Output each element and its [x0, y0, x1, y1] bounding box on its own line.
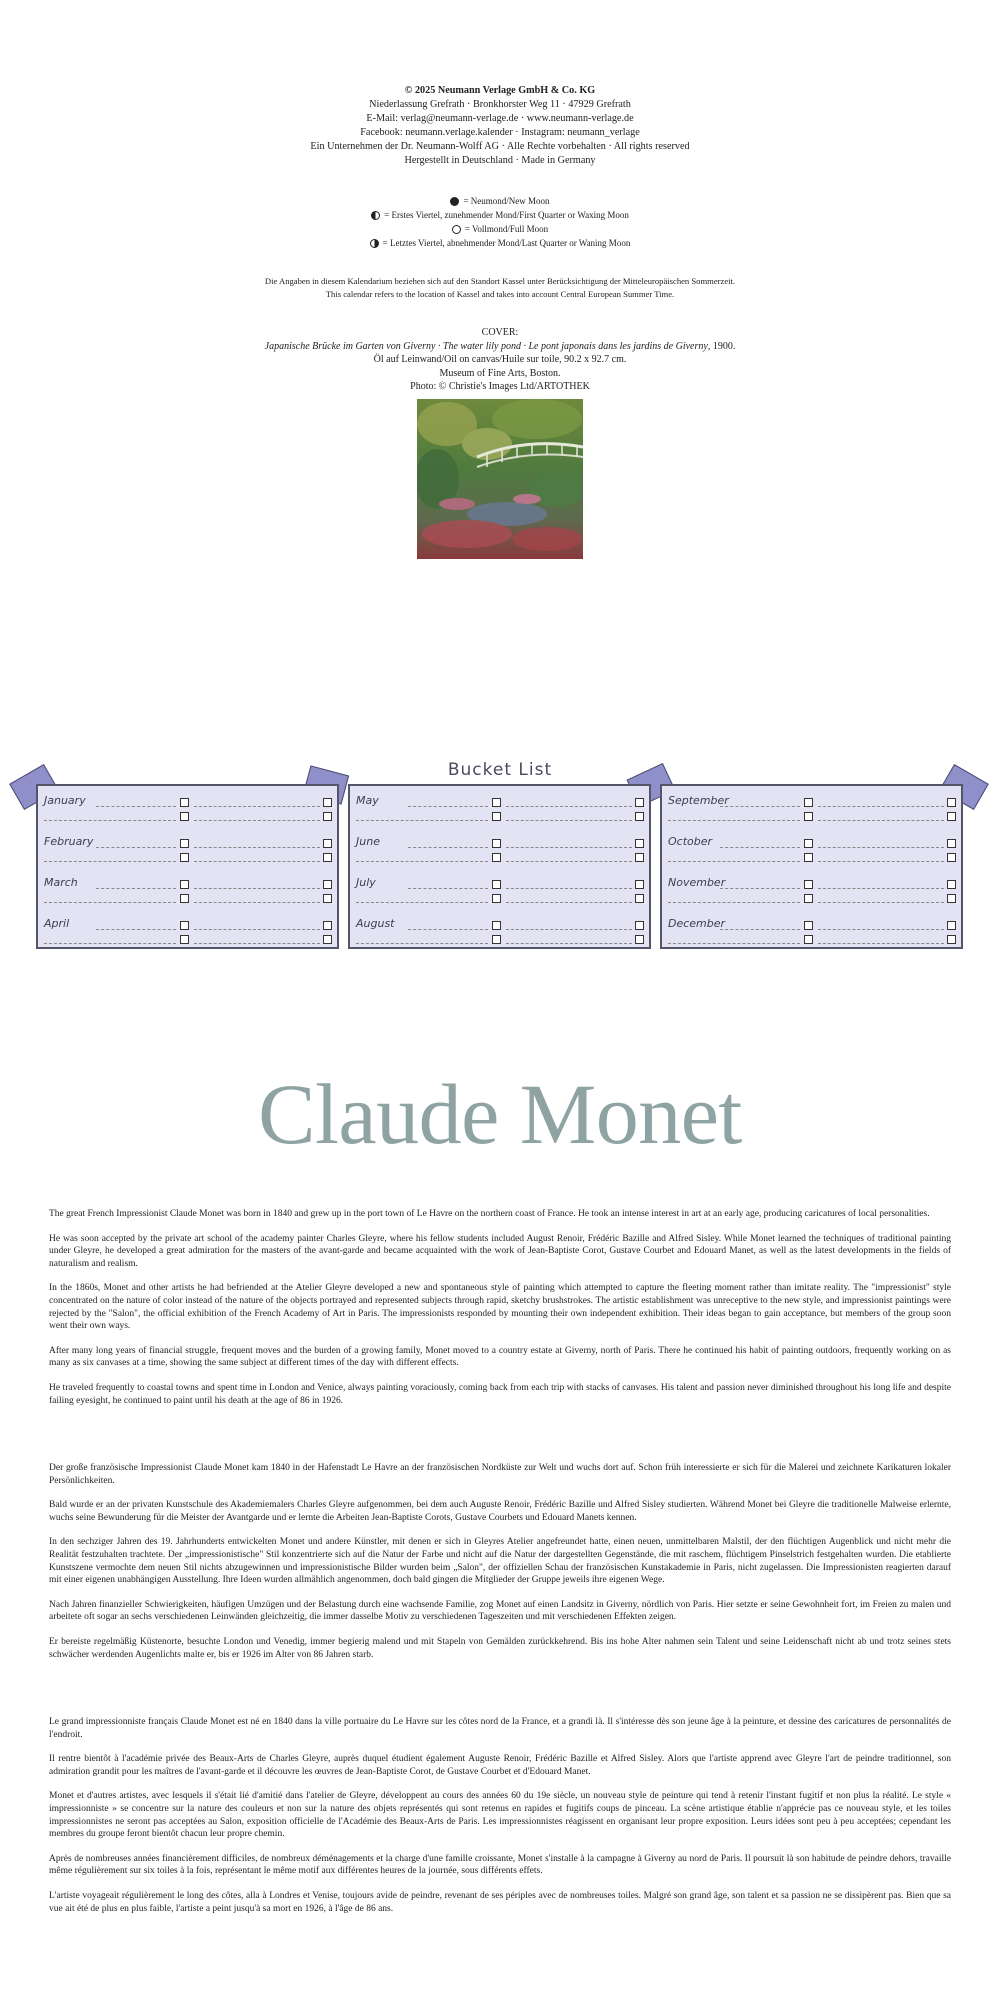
write-line [506, 806, 632, 807]
biography-paragraph: Le grand impressionniste français Claude Monet est né en 1840 dans la ville portuaire du Le Havre sur les côtes nord de la France, et a grandi là. Il s'intéresse dès son jeune âge à la peinture, et dessine des caricatures de personnalités de l'endroit. [49, 1717, 951, 1740]
write-line [720, 847, 800, 848]
month-label: May [356, 794, 379, 807]
checkbox[interactable] [323, 853, 332, 862]
write-line [668, 902, 800, 903]
checkbox[interactable] [947, 880, 956, 889]
cover-medium: Öl auf Leinwand/Oil on canvas/Huile sur toile, 90.2 x 92.7 cm. [373, 354, 627, 365]
write-line [96, 929, 176, 930]
moon-legend-text: = Neumond/New Moon [463, 196, 550, 206]
month-label: April [44, 917, 70, 930]
checkbox[interactable] [492, 853, 501, 862]
write-line [356, 820, 488, 821]
write-line [506, 902, 632, 903]
write-line [194, 861, 320, 862]
biography-paragraph: The great French Impressionist Claude Monet was born in 1840 and grew up in the port town of Le Havre on the northern coast of France. He took an intense interest in art at an early age, producing caricatures of local personalities. [49, 1209, 930, 1219]
month-label: March [44, 876, 78, 889]
bucket-list-title: Bucket List [447, 760, 553, 780]
checkbox[interactable] [180, 880, 189, 889]
moon-legend-row [0, 222, 1000, 236]
write-line [194, 929, 320, 930]
write-line [818, 847, 944, 848]
artist-title: Claude Monet [258, 1066, 742, 1162]
checkbox[interactable] [492, 798, 501, 807]
checkbox[interactable] [635, 921, 644, 930]
cover-heading: COVER: [481, 327, 519, 338]
checkbox[interactable] [180, 839, 189, 848]
first-quarter-icon [371, 211, 380, 220]
checkbox[interactable] [323, 812, 332, 821]
write-line [408, 888, 488, 889]
write-line [506, 861, 632, 862]
write-line [194, 888, 320, 889]
biography-paragraph: He traveled frequently to coastal towns and spent time in London and Venice, always painting voraciously, coming back from each trip with stacks of canvases. His talent and passion never diminished throughout his long life and despite failing eyesight, he continued to paint until his death at the age of 86 in 1926. [49, 1382, 951, 1406]
month-label: June [356, 835, 380, 848]
write-line [194, 902, 320, 903]
month-label: August [356, 917, 395, 930]
write-line [194, 943, 320, 944]
checkbox[interactable] [180, 921, 189, 930]
checkbox[interactable] [323, 880, 332, 889]
checkbox[interactable] [947, 839, 956, 848]
checkbox[interactable] [804, 839, 813, 848]
write-line [506, 888, 632, 889]
checkbox[interactable] [635, 935, 644, 944]
checkbox[interactable] [323, 894, 332, 903]
cover-title-line [0, 340, 1000, 354]
write-line [96, 806, 176, 807]
cover-painting [417, 399, 583, 559]
cover-museum: Museum of Fine Arts, Boston. [439, 367, 561, 379]
checkbox[interactable] [635, 812, 644, 821]
moon-legend-text: = Letztes Viertel, abnehmender Mond/Last Quarter or Waning Moon [382, 238, 631, 248]
made-line: Hergestellt in Deutschland · Made in Germany [404, 155, 596, 166]
checkbox[interactable] [180, 894, 189, 903]
write-line [356, 943, 488, 944]
write-line [668, 820, 800, 821]
full-moon-icon [452, 225, 461, 234]
write-line [818, 861, 944, 862]
checkbox[interactable] [635, 894, 644, 903]
write-line [720, 806, 800, 807]
write-line [44, 820, 176, 821]
checkbox[interactable] [947, 935, 956, 944]
write-line [506, 847, 632, 848]
location-en: This calendar refers to the location of Kassel and takes into account Central European Summer Time. [325, 289, 675, 299]
cover-year: , 1900. [707, 340, 736, 352]
address-line: Niederlassung Grefrath · Bronkhorster Weg 11 · 47929 Grefrath [369, 99, 631, 110]
checkbox[interactable] [804, 921, 813, 930]
checkbox[interactable] [635, 798, 644, 807]
checkbox[interactable] [492, 839, 501, 848]
write-line [668, 861, 800, 862]
write-line [818, 888, 944, 889]
checkbox[interactable] [635, 839, 644, 848]
biography-paragraph: Monet et d'autres artistes, avec lesquels il s'était lié d'amitié dans l'atelier de Gleyre, développent au cours des années 60 du 19e siècle, un nouveau style de peinture qui tend à retenir l'instant fugitif et non plus la réalité. Le style « impressionniste » se concentre sur la nature des couleurs et non sur la nature des objets représentés qui sont retenus en rapides et fugitifs coups de pinceau. La scène artistique établie n'apprécie pas ce nouveau style, et les toiles impressionnistes ne seront pas acceptées au Salon, exposition officielle de l'Académie des Beaux-Arts de Paris. Les impressionnistes réagissent en organisant leur propre exposition. Leurs idées sont peu à peu acceptées; cependant les membres du groupe feront bientôt chacun leur propre chemin. [49, 1791, 951, 1840]
write-line [506, 929, 632, 930]
checkbox[interactable] [947, 894, 956, 903]
contact-line: E-Mail: verlag@neumann-verlage.de · www.neumann-verlage.de [366, 113, 634, 124]
write-line [194, 820, 320, 821]
moon-legend-row [0, 208, 1000, 222]
biography-paragraph: Er bereiste regelmäßig Küstenorte, besuchte London und Venedig, immer begierig malend und mit Stapeln von Gemälden zurückkehrend. Bis ins hohe Alter nahmen sein Talent und seine Leidenschaft nicht ab und trotz seines stets schwächer werdenden Augenlichts malte er, bis er 1926 im Alter von 86 Jahren starb. [49, 1636, 951, 1660]
write-line [356, 861, 488, 862]
write-line [44, 861, 176, 862]
write-line [44, 902, 176, 903]
checkbox[interactable] [804, 880, 813, 889]
month-label: December [668, 917, 726, 930]
biography-paragraph: Der große französische Impressionist Claude Monet kam 1840 in der Hafenstadt Le Havre an der französischen Nordküste zur Welt und wuchs dort auf. Schon früh interessierte er sich für die Malerei und zeichnete Karikaturen lokaler Persönlichkeiten. [49, 1463, 951, 1486]
checkbox[interactable] [635, 853, 644, 862]
moon-legend-text: = Vollmond/Full Moon [464, 224, 549, 234]
bucket-panel [348, 784, 651, 949]
write-line [356, 902, 488, 903]
checkbox[interactable] [804, 935, 813, 944]
write-line [818, 820, 944, 821]
biography-paragraph: L'artiste voyageait régulièrement le long des côtes, alla à Londres et Venise, toujours avide de peindre, revenant de ses périples avec de nombreuses toiles. Malgré son grand âge, son talent et sa passion ne se dissipèrent pas. Bien que sa vue ait été de plus en plus faible, l'artiste a peint jusqu'à sa mort en 1926, à l'âge de 86 ans. [49, 1890, 951, 1914]
bucket-panel [660, 784, 963, 949]
checkbox[interactable] [180, 935, 189, 944]
bucket-panel [36, 784, 339, 949]
checkbox[interactable] [947, 798, 956, 807]
biography-paragraph: In den sechziger Jahren des 19. Jahrhunderts entwickelten Monet und andere Künstler, mit denen er sich in Gleyres Atelier angefreundet hatte, einen neuen, unmittelbaren Malstil, der den flüchtigen Augenblick und nicht mehr die Realität festzuhalten trachtete. Der „impressionistische" Stil konzentrierte sich auf die Natur der Farbe und nicht auf die Natur der dargestellten Gegenstände, die mit raschem, flüchtigem Pinselstrich festgehalten wurden. Die etablierte Kunstszene vermochte dem neuen Stil nichts abzugewinnen und impressionistische Bilder wurden beim „Salon", der offiziellen Schau der französischen Kunstakademie in Paris, nicht zugelassen. Die Impressionisten reagierten darauf mit einer eigenen unabhängigen Ausstellung. Ihre Ideen wurden allmählich angenommen, doch bald gingen die Mitglieder der Gruppe jeweils ihre eigenen Wege. [49, 1537, 951, 1586]
write-line [506, 943, 632, 944]
biography-paragraph: Après de nombreuses années financièrement difficiles, de nombreux déménagements et la charge d'une famille croissante, Monet s'installe à la campagne à Giverny au nord de Paris. Il poursuit là son habitude de peindre dehors, travaille même régulièrement sur six toiles à la fois, représentant le même motif aux différentes heures de la journée, sous différents effets. [49, 1853, 951, 1877]
checkbox[interactable] [323, 921, 332, 930]
write-line [506, 820, 632, 821]
checkbox[interactable] [323, 839, 332, 848]
checkbox[interactable] [492, 935, 501, 944]
checkbox[interactable] [947, 921, 956, 930]
checkbox[interactable] [323, 935, 332, 944]
write-line [818, 806, 944, 807]
write-line [44, 943, 176, 944]
moon-legend [0, 194, 1000, 250]
cover-title: Japanische Brücke im Garten von Giverny · The water lily pond · Le pont japonais dans les jardins de Giverny [264, 340, 708, 352]
checkbox[interactable] [180, 853, 189, 862]
month-label: October [668, 835, 713, 848]
biography-german [49, 1462, 951, 1673]
month-label: January [44, 794, 86, 807]
moon-legend-row [0, 194, 1000, 208]
write-line [408, 847, 488, 848]
checkbox[interactable] [804, 812, 813, 821]
write-line [720, 929, 800, 930]
biography-paragraph: Nach Jahren finanzieller Schwierigkeiten, häufigen Umzügen und der Belastung durch eine wachsende Familie, zog Monet auf einen Landsitz in Giverny, nördlich von Paris. Hier setzte er seine Gewohnheit fort, im Freien zu malen und arbeitete oft sogar an sechs verschiedenen Leinwänden gleichzeitig, die immer dasselbe Motiv zu verschiedenen Tageszeiten und mit verschiedenen Effekten zeigen. [49, 1599, 951, 1623]
copyright-line: © 2025 Neumann Verlage GmbH & Co. KG [404, 85, 596, 96]
biography-english [49, 1208, 951, 1419]
write-line [408, 806, 488, 807]
write-line [96, 847, 176, 848]
checkbox[interactable] [947, 853, 956, 862]
write-line [96, 888, 176, 889]
biography-paragraph: Il rentre bientôt à l'académie privée des Beaux-Arts de Charles Gleyre, auprès duquel étudient également Auguste Renoir, Frédéric Bazille et Alfred Sisley. Alors que l'artiste apprend avec Gleyre l'art de peindre traditionnel, son admiration grandit pour les maîtres de l'avant-garde et il découvre les œuvres de Jean-Baptiste Corot, de Gustave Courbet et d'Edouard Manet. [49, 1754, 951, 1777]
checkbox[interactable] [180, 798, 189, 807]
checkbox[interactable] [180, 812, 189, 821]
cover-credits [0, 326, 1000, 394]
checkbox[interactable] [323, 798, 332, 807]
write-line [408, 929, 488, 930]
write-line [668, 943, 800, 944]
checkbox[interactable] [635, 880, 644, 889]
location-de: Die Angaben in diesem Kalendarium beziehen sich auf den Standort Kassel unter Berücksichtigung der Mitteleuropäischen Sommerzeit. [264, 276, 736, 286]
moon-legend-text: = Erstes Viertel, zunehmender Mond/First Quarter or Waxing Moon [384, 210, 629, 220]
month-label: November [668, 876, 726, 889]
write-line [194, 847, 320, 848]
company-line: Ein Unternehmen der Dr. Neumann-Wolff AG · Alle Rechte vorbehalten · All rights reserved [310, 141, 690, 152]
checkbox[interactable] [492, 921, 501, 930]
write-line [818, 929, 944, 930]
biography-paragraph: After many long years of financial struggle, frequent moves and the burden of a growing family, Monet moved to a country estate at Giverny, north of Paris. There he continued his habit of painting outdoors, frequently working on as many as six canvases at a time, showing the same subject at different times of the day with different effects. [49, 1345, 951, 1369]
month-label: September [668, 794, 729, 807]
checkbox[interactable] [492, 894, 501, 903]
checkbox[interactable] [804, 853, 813, 862]
write-line [194, 806, 320, 807]
checkbox[interactable] [492, 812, 501, 821]
bucket-list [14, 762, 986, 972]
moon-legend-row [0, 236, 1000, 250]
biography-paragraph: In the 1860s, Monet and other artists he had befriended at the Atelier Gleyre developed a new and spontaneous style of painting which attempted to capture the fleeting moment rather than imitate reality. The "impressionist" style concentrated on the nature of color instead of the nature of the objects portrayed and represented subjects through rapid, sketchy brushstrokes. The artistic establishment was unreceptive to the new style, and impressionist paintings were rejected by the "Salon", the official exhibition of the French Academy of Art in Paris. The impressionists responded by mounting their own independent exhibition. Their ideas began to gain acceptance, but members of the group soon went their own ways. [49, 1283, 951, 1332]
write-line [818, 943, 944, 944]
write-line [720, 888, 800, 889]
last-quarter-icon [370, 239, 379, 248]
biography-french [49, 1716, 951, 1927]
checkbox[interactable] [804, 798, 813, 807]
biography-paragraph: Bald wurde er an der privaten Kunstschule des Akademiemalers Charles Gleyre aufgenommen, bei dem auch Auguste Renoir, Frédéric Bazille und Alfred Sisley studierten. Während Monet bei Gleyre die traditionelle Malweise erlernte, wuchs seine Bewunderung für die Meister der Avantgarde und er lernte die Arbeiten Jean-Baptiste Corots, Gustave Courbets und Edouard Manets kennen. [49, 1500, 951, 1523]
location-note [0, 275, 1000, 301]
cover-photo: Photo: © Christie's Images Ltd/ARTOTHEK [410, 381, 590, 392]
month-label: February [44, 835, 94, 848]
biography-paragraph: He was soon accepted by the private art school of the academy painter Charles Gleyre, where his fellow students included August Renoir, Frédéric Bazille and Alfred Sisley. While Monet learned the techniques of traditional painting under Gleyre, he developed a great admiration for the masters of the avant-garde and became acquainted with the work of Jean-Baptiste Corot, Gustave Courbet and Edouard Manet, as well as the latest developments in the fields of naturalism and realism. [49, 1233, 951, 1269]
new-moon-icon [450, 197, 459, 206]
checkbox[interactable] [947, 812, 956, 821]
checkbox[interactable] [492, 880, 501, 889]
write-line [818, 902, 944, 903]
imprint [0, 84, 1000, 168]
checkbox[interactable] [804, 894, 813, 903]
month-label: July [356, 876, 376, 889]
social-line: Facebook: neumann.verlage.kalender · Instagram: neumann_verlage [360, 127, 640, 138]
